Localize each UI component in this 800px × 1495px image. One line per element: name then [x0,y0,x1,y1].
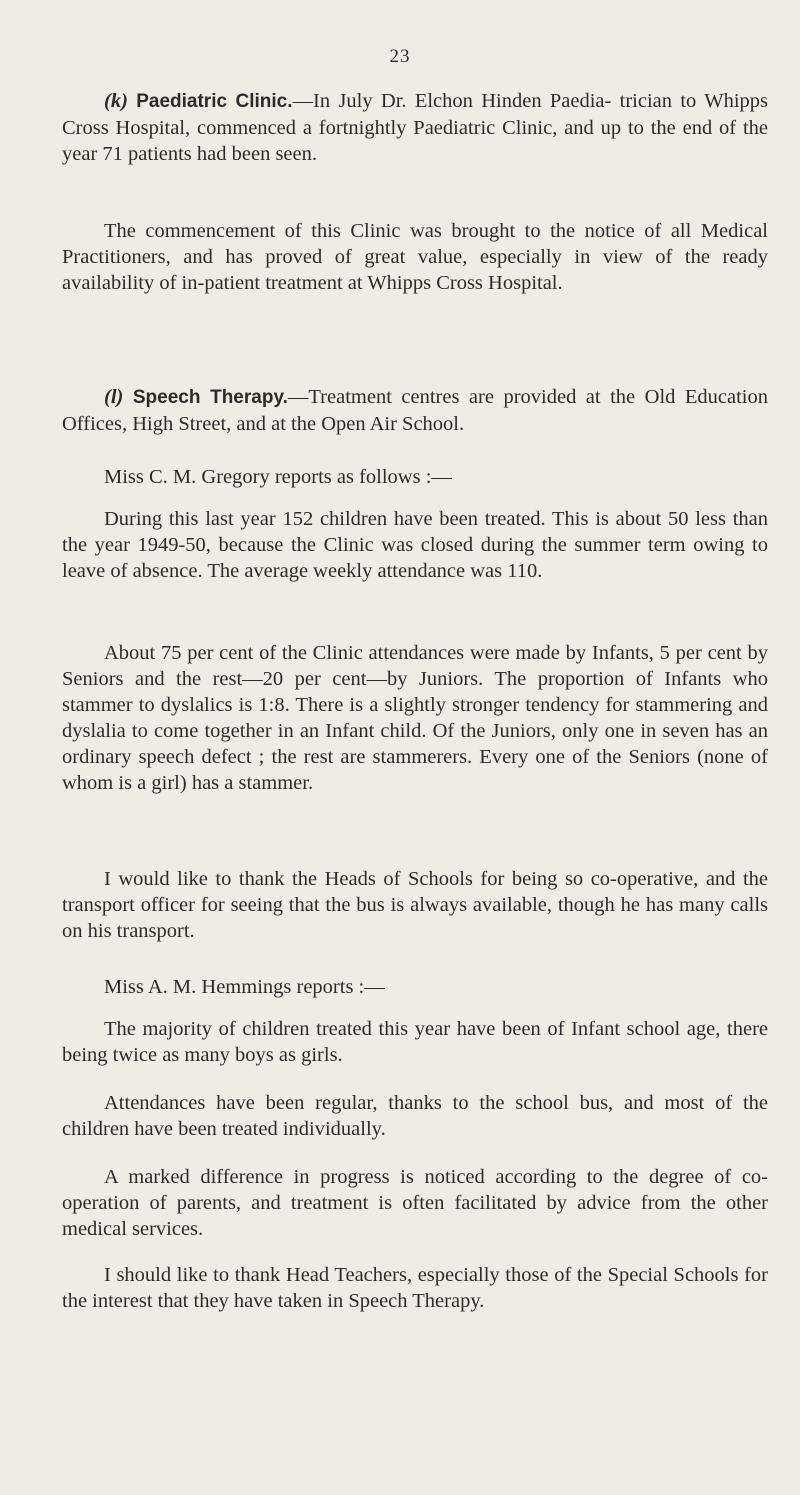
speech-therapy-paragraph [62,384,768,437]
gregory-paragraph-3: I would like to thank the Heads of Schools for being so co-operative, and the transport officer for seeing that the bus is always available, though he has many calls on his transport. [62,868,768,942]
speech-therapy-heading: Speech Therapy. [132,387,288,408]
paediatric-clinic-paragraph [62,88,768,167]
paediatric-clinic-text: —In July Dr. Elchon Hinden Paedia- trician to Whipps Cross Hospital, commenced a fortnightly Paediatric Clinic, and up to the end of the year 71 patients had been seen. [62,90,768,165]
gregory-paragraph-1: During this last year 152 children have been treated. This is about 50 less than the year 1949-50, because the Clinic was closed during the summer term owing to leave of absence. The average weekly attendance was 110. [62,508,768,582]
page-number: 23 [389,46,411,67]
hemmings-paragraph-4: I should like to thank Head Teachers, especially those of the Special Schools for the interest that they have taken in Speech Therapy. [62,1264,768,1312]
gregory-report-intro: Miss C. M. Gregory reports as follows :— [104,466,452,488]
hemmings-paragraph-1: The majority of children treated this year have been of Infant school age, there being twice as many boys as girls. [62,1018,768,1066]
paediatric-clinic-heading: Paediatric Clinic. [136,91,293,112]
gregory-paragraph-2: About 75 per cent of the Clinic attendances were made by Infants, 5 per cent by Seniors and the rest—20 per cent—by Juniors. The proportion of Infants who stammer to dyslalics is 1:8. There is a slightly stronger tendency for stammering and dyslalia to come together in an Infant child. Of the Juniors, only one in seven has an ordinary speech defect ; the rest are stammerers. Every one of the Seniors (none of whom is a girl) has a stammer. [62,642,768,794]
hemmings-report-intro: Miss A. M. Hemmings reports :— [104,976,385,998]
hemmings-paragraph-2: Attendances have been regular, thanks to the school bus, and most of the children have been treated individually. [62,1092,768,1140]
section-marker-k: (k) [104,90,128,112]
speech-therapy-text: —Treatment centres are provided at the Old Education Offices, High Street, and at the Open Air School. [62,386,768,435]
section-marker-l: (l) [104,386,124,408]
hemmings-paragraph-3: A marked difference in progress is noticed according to the degree of co-operation of parents, and treatment is often facilitated by advice from the other medical services. [62,1166,768,1240]
clinic-commencement-paragraph: The commencement of this Clinic was brought to the notice of all Medical Practitioners, and has proved of great value, especially in view of the ready availability of in-patient treatment at Whipps Cross Hospital. [62,220,768,294]
